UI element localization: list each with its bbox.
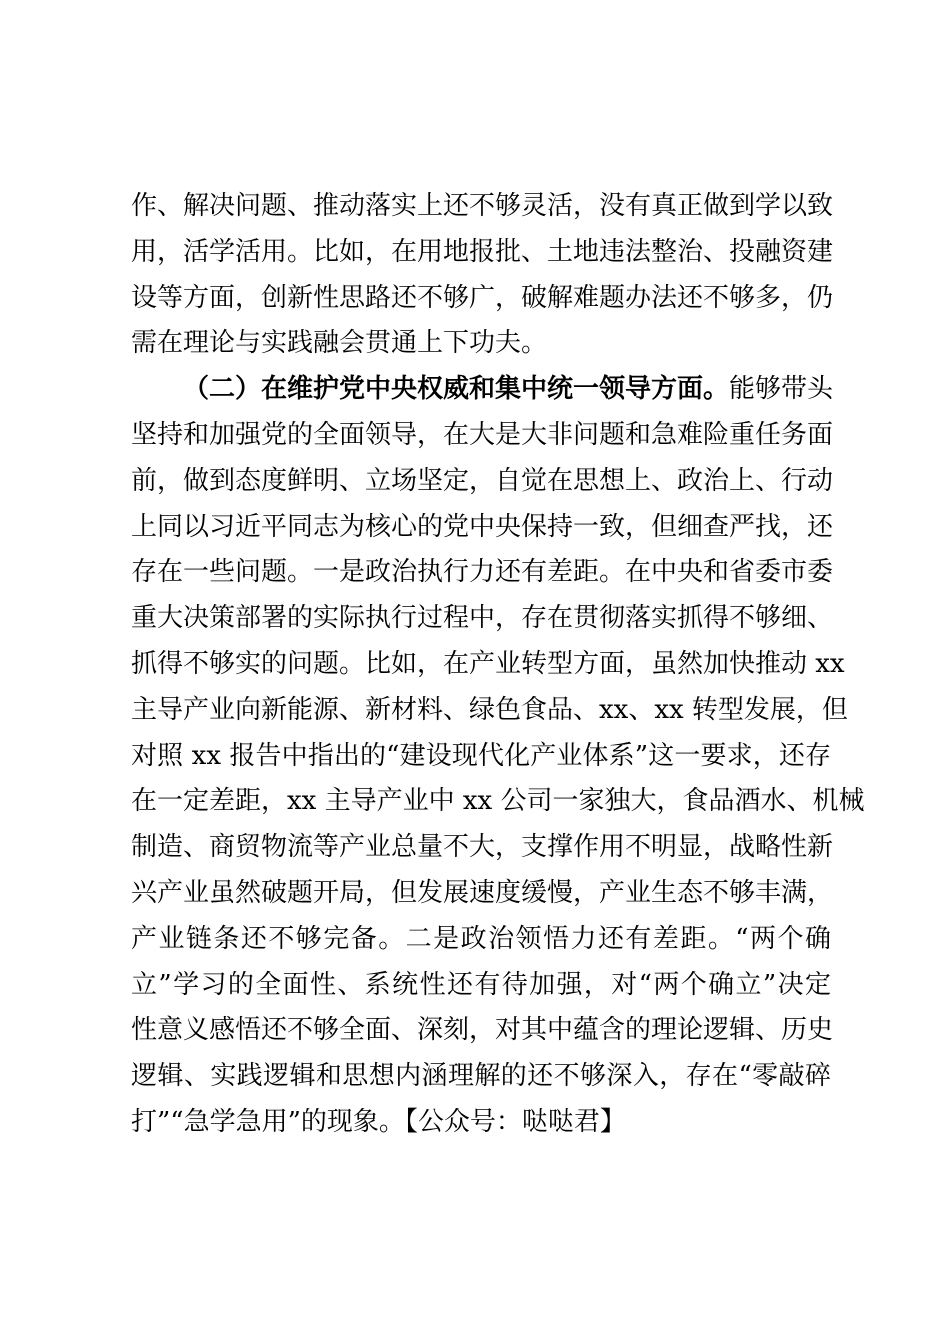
section-heading: （二）在维护党中央权威和集中统一领导方面。: [183, 374, 730, 405]
paragraph-2-line: 性意义感悟还不够全面、深刻，对其中蕴含的理论逻辑、历史: [131, 1015, 834, 1046]
paragraph-2-first-line: [131, 367, 834, 413]
paragraph-2-line: 打”“急学急用”的现象。【公众号：哒哒君】: [131, 1106, 626, 1137]
paragraph-1-line: 用，活学活用。比如，在用地报批、土地违法整治、投融资建: [131, 236, 834, 267]
paragraph-2-line: 前，做到态度鲜明、立场坚定，自觉在思想上、政治上、行动: [131, 465, 834, 496]
paragraph-2-line: 主导产业向新能源、新材料、绿色食品、xx、xx 转型发展，但: [131, 694, 848, 725]
document-body: [131, 184, 865, 1146]
paragraph-2-line: 制造、商贸物流等产业总量不大，支撑作用不明显，战略性新: [131, 832, 834, 863]
paragraph-2-line: 立”学习的全面性、系统性还有待加强，对“两个确立”决定: [131, 969, 831, 1000]
paragraph-2-line: 重大决策部署的实际执行过程中，存在贯彻落实抓得不够细、: [131, 603, 834, 634]
paragraph-1-line: 需在理论与实践融会贯通上下功夫。: [131, 328, 548, 359]
paragraph-1-line: 设等方面，创新性思路还不够广，破解难题办法还不够多，仍: [131, 282, 834, 313]
paragraph-2-line: 坚持和加强党的全面领导，在大是大非问题和急难险重任务面: [131, 419, 834, 450]
paragraph-2-line: 存在一些问题。一是政治执行力还有差距。在中央和省委市委: [131, 557, 834, 588]
paragraph-2-line: 产业链条还不够完备。二是政治领悟力还有差距。“两个确: [131, 923, 831, 954]
paragraph-2-line: 逻辑、实践逻辑和思想内涵理解的还不够深入，存在“零敲碎: [131, 1061, 831, 1092]
paragraph-2-first-line-rest: 能够带头: [729, 374, 834, 405]
paragraph-2-line: 兴产业虽然破题开局，但发展速度缓慢，产业生态不够丰满，: [131, 877, 834, 908]
paragraph-2-line: 抓得不够实的问题。比如，在产业转型方面，虽然加快推动 xx: [131, 648, 845, 679]
paragraph-2-line: 在一定差距，xx 主导产业中 xx 公司一家独大，食品酒水、机械: [131, 786, 865, 817]
paragraph-2-line: 上同以习近平同志为核心的党中央保持一致，但细查严找，还: [131, 511, 834, 542]
paragraph-2-line: 对照 xx 报告中指出的“建设现代化产业体系”这一要求，还存: [131, 740, 831, 771]
paragraph-1-line: 作、解决问题、推动落实上还不够灵活，没有真正做到学以致: [131, 191, 834, 221]
